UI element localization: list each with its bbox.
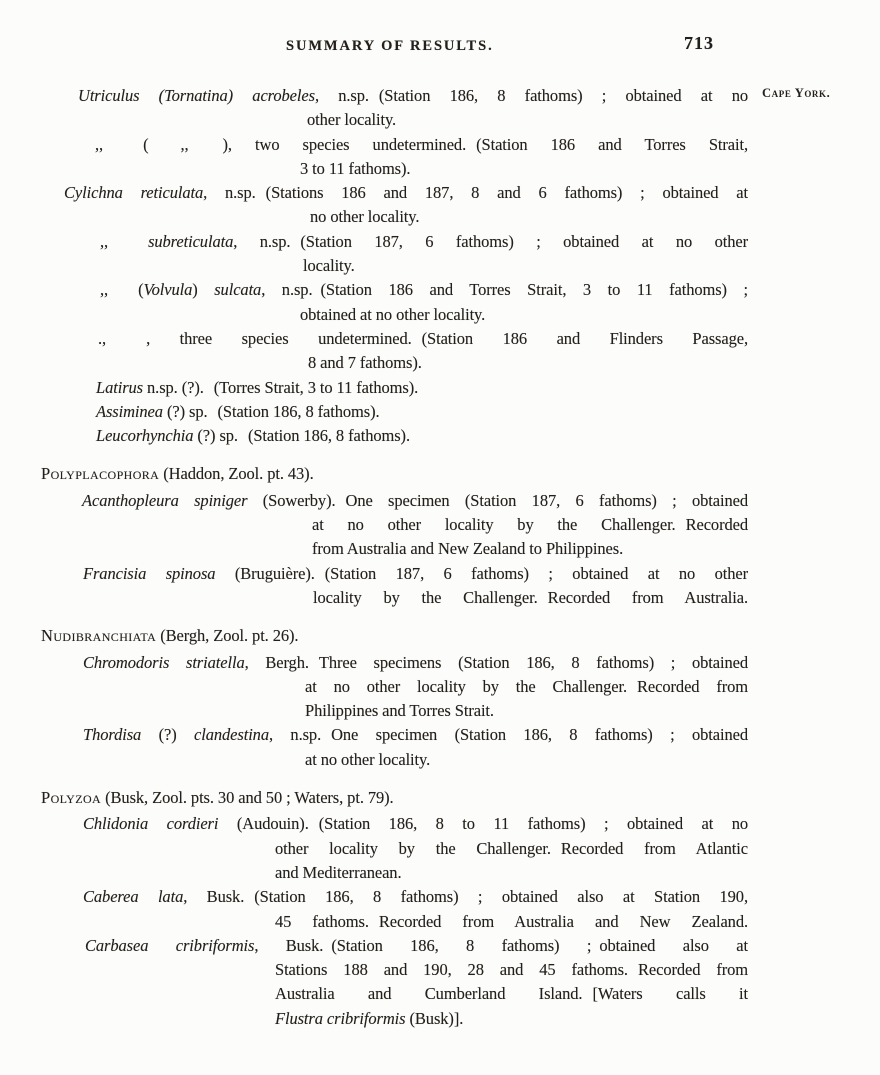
text-segment: at no other locality. bbox=[305, 749, 431, 769]
spacer bbox=[309, 667, 319, 668]
text-segment: obtained also at bbox=[599, 935, 749, 955]
text-segment: , n.sp. bbox=[261, 280, 313, 300]
species-name: Latirus bbox=[96, 377, 143, 397]
spacer bbox=[256, 197, 266, 198]
section-name: Polyzoa bbox=[41, 788, 102, 808]
text-segment: One specimen (Station 186, 8 fathoms) ; obtained bbox=[331, 725, 748, 745]
spacer bbox=[369, 100, 379, 101]
text-segment: (Station 186 and Torres Strait, bbox=[476, 134, 748, 154]
text-segment: Three specimens (Station 186, 8 fathoms) ; obtained bbox=[318, 652, 748, 672]
species-entry-line bbox=[85, 934, 748, 958]
entry-continuation-line bbox=[275, 861, 880, 885]
spacer bbox=[189, 149, 223, 150]
species-entry-line bbox=[78, 84, 748, 108]
entry-continuation-line bbox=[312, 537, 880, 561]
species-name: Carbasea cribriformis bbox=[85, 935, 255, 955]
text-segment: Recorded from bbox=[637, 676, 749, 696]
text-segment: (Station 186, 8 to 11 fathoms) ; obtained at no bbox=[318, 814, 748, 834]
text-segment: , Busk. bbox=[183, 887, 245, 907]
species-name: Cylichna reticulata bbox=[64, 183, 204, 203]
text-segment: n.sp. (?). bbox=[143, 377, 204, 397]
entry-continuation-line bbox=[275, 910, 748, 934]
species-entry-line bbox=[98, 327, 748, 351]
text-segment: (Station 186, 8 fathoms) ; obtained at no bbox=[378, 86, 748, 105]
entry-continuation-line bbox=[303, 254, 880, 278]
species-entry-line bbox=[100, 230, 748, 254]
text-segment: Philippines and Torres Strait. bbox=[305, 701, 494, 721]
entry-continuation-line bbox=[275, 1007, 880, 1031]
text-segment: , n.sp. bbox=[203, 183, 256, 203]
species-name: Assiminea bbox=[96, 401, 163, 421]
spacer bbox=[106, 343, 146, 344]
species-entry-line bbox=[96, 376, 880, 400]
text-segment: (?) sp. bbox=[193, 426, 238, 446]
text-segment: (Bruguière). bbox=[215, 563, 315, 583]
text-segment: ,, bbox=[95, 134, 104, 154]
text-segment: Recorded from Atlantic bbox=[560, 838, 748, 858]
spacer bbox=[315, 578, 325, 579]
text-segment: ,, bbox=[180, 134, 189, 154]
entry-continuation-line bbox=[275, 958, 748, 982]
entry-continuation-line bbox=[305, 675, 748, 699]
text-segment: Stations 188 and 190, 28 and 45 fathoms. bbox=[275, 960, 628, 980]
spacer bbox=[108, 294, 138, 295]
text-segment: (Station 187, 6 fathoms) ; obtained at no other bbox=[324, 563, 748, 583]
spacer bbox=[627, 691, 637, 692]
text-segment: and Mediterranean. bbox=[275, 862, 402, 882]
text-segment: 8 and 7 fathoms). bbox=[308, 353, 422, 373]
species-entry-line bbox=[100, 278, 748, 302]
text-segment: (Station 186 and Torres Strait, 3 to 11 fathoms) ; bbox=[320, 280, 748, 300]
text-segment: One specimen (Station 187, 6 fathoms) ; obtained bbox=[345, 490, 748, 510]
species-name: Flustra cribriformis bbox=[275, 1008, 406, 1028]
entry-continuation-line bbox=[312, 513, 748, 537]
section-name: Polyplacophora bbox=[41, 464, 160, 484]
spacer bbox=[336, 505, 346, 506]
entry-continuation-line bbox=[300, 157, 880, 181]
text-segment: (Station 186, 8 fathoms). bbox=[217, 401, 380, 421]
species-name: clandestina bbox=[194, 725, 269, 745]
text-segment: Australia and Cumberland Island. bbox=[275, 984, 583, 1004]
spacer bbox=[148, 149, 180, 150]
section-heading bbox=[41, 624, 880, 648]
species-entry-line bbox=[83, 651, 748, 675]
text-segment: obtained at no other locality. bbox=[300, 304, 486, 324]
text-segment: (Station 186, 8 fathoms) ; obtained also at Station 190, bbox=[254, 887, 748, 907]
spacer bbox=[244, 901, 254, 902]
text-segment: other locality by the Challenger. bbox=[275, 838, 551, 858]
text-segment: (Bergh, Zool. pt. 26). bbox=[156, 626, 299, 646]
text-segment: locality by the Challenger. bbox=[313, 587, 538, 607]
species-entry-line bbox=[96, 424, 880, 448]
text-segment: 45 fathoms. bbox=[275, 911, 369, 931]
species-name: Acanthopleura spiniger bbox=[82, 490, 248, 510]
species-name: Utriculus (Tornatina) acrobeles bbox=[78, 86, 315, 105]
spacer bbox=[538, 602, 548, 603]
species-name: Leucorhynchia bbox=[96, 426, 194, 446]
text-segment: no other locality. bbox=[310, 207, 420, 227]
entry-continuation-line bbox=[305, 699, 880, 723]
species-entry-line bbox=[83, 885, 748, 909]
spacer bbox=[204, 392, 214, 393]
entry-continuation-line bbox=[308, 351, 880, 375]
section-heading bbox=[41, 786, 880, 810]
species-entry-line bbox=[64, 181, 748, 205]
text-segment: at no other locality by the Challenger. bbox=[312, 515, 676, 535]
text-segment: (Station 186, 8 fathoms) ; bbox=[331, 935, 592, 955]
spacer bbox=[309, 828, 319, 829]
spacer bbox=[208, 416, 218, 417]
text-segment: , n.sp. bbox=[314, 86, 369, 105]
text-segment: , Bergh. bbox=[244, 652, 309, 672]
section-heading bbox=[41, 462, 880, 486]
text-segment: [Waters calls it bbox=[592, 984, 749, 1004]
spacer bbox=[412, 343, 422, 344]
text-segment: ( bbox=[138, 280, 144, 300]
text-segment: ), two species undetermined. bbox=[222, 134, 467, 154]
text-segment: (?) sp. bbox=[162, 401, 208, 421]
species-entry-line bbox=[82, 489, 748, 513]
text-segment: Recorded bbox=[685, 515, 748, 535]
text-segment: other locality. bbox=[307, 110, 397, 130]
spacer bbox=[676, 529, 686, 530]
text-segment: ,, bbox=[100, 231, 109, 251]
text-segment: (Audouin). bbox=[218, 814, 309, 834]
text-segment: (?) bbox=[141, 725, 195, 745]
text-segment: locality. bbox=[303, 256, 355, 276]
species-entry-line bbox=[83, 562, 748, 586]
text-segment: 3 to 11 fathoms). bbox=[300, 158, 411, 178]
text-segment: , n.sp. bbox=[269, 725, 322, 745]
text-segment: ., bbox=[98, 328, 107, 348]
text-segment: , three species undetermined. bbox=[146, 328, 412, 348]
text-segment: (Busk, Zool. pts. 30 and 50 ; Waters, pt. 79). bbox=[101, 788, 394, 808]
text-segment: (Busk)]. bbox=[405, 1008, 464, 1028]
text-segment: (Haddon, Zool. pt. 43). bbox=[159, 464, 314, 484]
text-segment: Recorded from Australia. bbox=[547, 587, 749, 607]
species-name: Chlidonia cordieri bbox=[83, 814, 219, 834]
spacer bbox=[551, 853, 561, 854]
entry-continuation-line bbox=[305, 748, 880, 772]
spacer bbox=[290, 246, 300, 247]
entry-continuation-line bbox=[310, 205, 880, 229]
text-segment: Recorded from Australia and New Zealand. bbox=[378, 911, 748, 931]
text-segment: (Station 186, 8 fathoms). bbox=[247, 426, 410, 446]
text-segment: ) bbox=[192, 280, 215, 300]
text-block bbox=[0, 84, 880, 1031]
species-entry-line bbox=[96, 400, 880, 424]
species-name: Thordisa bbox=[83, 725, 142, 745]
spacer bbox=[103, 149, 143, 150]
text-segment: , n.sp. bbox=[233, 231, 291, 251]
entry-continuation-line bbox=[313, 586, 748, 610]
page-number: 713 bbox=[684, 33, 714, 53]
spacer bbox=[466, 149, 476, 150]
text-segment: (Torres Strait, 3 to 11 fathoms). bbox=[213, 377, 419, 397]
species-name: Volvula bbox=[143, 280, 193, 300]
section-name: Nudibranchiata bbox=[41, 626, 157, 646]
entry-continuation-line bbox=[275, 837, 748, 861]
page-title: SUMMARY OF RESULTS. bbox=[286, 38, 494, 54]
entry-continuation-line bbox=[275, 982, 748, 1006]
species-entry-line bbox=[83, 723, 748, 747]
species-name: Caberea lata bbox=[83, 887, 184, 907]
species-entry-line bbox=[83, 812, 748, 836]
spacer bbox=[628, 974, 638, 975]
text-segment: Recorded from bbox=[637, 960, 748, 980]
text-segment: , Busk. bbox=[254, 935, 324, 955]
margin-note: Cape York. bbox=[762, 86, 831, 100]
text-segment: ( bbox=[143, 134, 149, 154]
text-segment: (Station 186 and Flinders Passage, bbox=[421, 328, 748, 348]
species-entry-line bbox=[95, 133, 748, 157]
species-name: Francisia spinosa bbox=[83, 563, 216, 583]
text-segment: (Station 187, 6 fathoms) ; obtained at no other bbox=[300, 231, 748, 251]
entry-continuation-line bbox=[307, 108, 880, 132]
spacer bbox=[238, 440, 248, 441]
spacer bbox=[369, 926, 379, 927]
text-segment: at no other locality by the Challenger. bbox=[305, 676, 628, 696]
spacer bbox=[321, 739, 331, 740]
species-name: subreticulata bbox=[148, 231, 234, 251]
species-name: Chromodoris striatella bbox=[83, 652, 245, 672]
text-segment: (Sowerby). bbox=[247, 490, 336, 510]
text-segment: from Australia and New Zealand to Philippines. bbox=[312, 539, 624, 559]
entry-continuation-line bbox=[300, 303, 880, 327]
spacer bbox=[582, 998, 592, 999]
species-name: sulcata bbox=[214, 280, 262, 300]
text-segment: (Stations 186 and 187, 8 and 6 fathoms) ; obtained at bbox=[265, 183, 748, 203]
spacer bbox=[108, 246, 148, 247]
text-segment: ,, bbox=[100, 280, 109, 300]
